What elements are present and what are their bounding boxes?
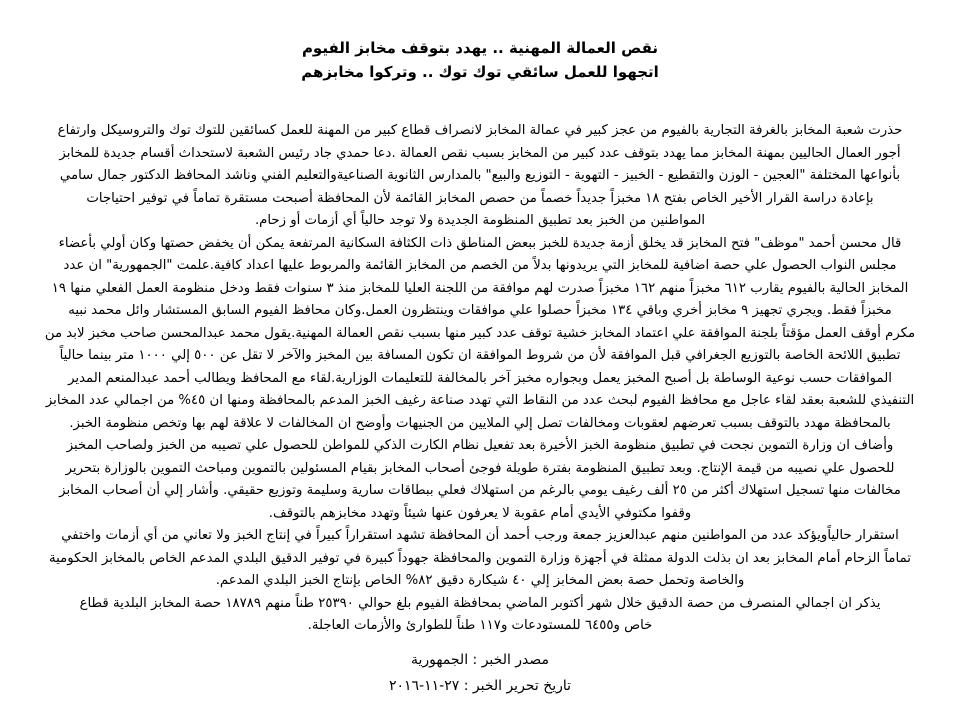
article-line: المواطنين من الخبز بعد تطبيق المنظومة الجديدة ولا توجد حالياً أي أزمات أو زحام. bbox=[254, 213, 706, 228]
paragraph bbox=[36, 435, 924, 525]
article-line: بأنواعها المختلفة "العجين - الوزن والتقطيع - الخبيز - التهوية - التوزيع والبيع" بالمدارس الثانوية الصناعيةوالتعليم الفني وناشد المحافظ الدكتور جمال سامي bbox=[59, 168, 901, 183]
article-line: حذرت شعبة المخابز بالغرفة التجارية بالفيوم من عجز كبير في عمالة المخابز لانصراف قطاع كبير من المهنة للعمل كسائقين للتوك توك والتروسيكل وارتفاع bbox=[57, 123, 903, 138]
publish-date: تاريخ تحرير الخبر : ٢٧-١١-٢٠١٦ bbox=[388, 678, 572, 694]
news-source: مصدر الخبر : الجمهورية bbox=[410, 652, 550, 668]
paragraph bbox=[36, 593, 924, 638]
article-line: أجور العمال الحاليين بمهنة المخابز مما يهدد بتوقف عدد كبير من المخابز بسبب نقص العمالة .دعا حمدي جاد رئيس الشعبة لاستحداث أقسام جديدة للمخابز bbox=[59, 145, 901, 161]
article-line: وقفوا مكتوفي الأيدي أمام عقوبة لا يعرفون عنها شيئاً وتهدد مخابزهم بالتوقف. bbox=[268, 505, 692, 521]
article-line: قال محسن أحمد "موظف" فتح المخابز قد يخلق أزمة جديدة للخبز ببعض المناطق ذات الكثافة السكانية المرتفعة يمكن أن يخفض حصتها وكان أولي بأعضاء bbox=[58, 235, 902, 251]
article-line: وأضاف ان وزارة التموين نجحت في تطبيق منظومة الخبز الأخيرة بعد تفعيل نظام الكارت الذكي للمواطن للحصول علي تصيبه من الخبز ولصاحب المخبز bbox=[66, 438, 894, 453]
subheadline: اتجهوا للعمل سائقي توك توك .. وتركوا مخابزهم bbox=[301, 63, 659, 81]
article-line: مجلس النواب الحصول علي حصة اضافية للمخابز التي يريدونها بدلاً من الخصم من المخابز القائمة والمربوط عليها اعداد كافية.علمت "الجمهورية" ان عدد bbox=[63, 258, 897, 273]
article-line: مخالفات منها تسجيل استهلاك أكثر من ٢٥ ألف رغيف يومي بالرغم من استهلاك فعلي ببطاقات سارية وسليمة وتوزيع حقيقي. وأشار إلي أن أصحاب المخابز bbox=[59, 483, 901, 498]
headline: نقص العمالة المهنية .. يهدد بتوقف مخابز الفيوم bbox=[301, 39, 659, 57]
article-line: تماماً الزحام أمام المخابز بعد ان بذلت الدولة ممثلة في أجهزة وزارة التموين والمحافظة جهوداً كبيرة في توفير الدقيق البلدي المدعم الخاص بالمخابز الحكومية bbox=[49, 550, 911, 566]
article-line: خاص و٦٤٥٥ للمستودعات و١١٧ طناً للطوارئ والأزمات العاجلة. bbox=[307, 618, 653, 633]
article-body bbox=[36, 120, 924, 638]
article-line: والخاصة وتحمل حصة بعض المخابز إلي ٤٠ شيكارة دقيق ٨٢% الخاص بإنتاج الخبز البلدي المدعم. bbox=[215, 573, 745, 588]
article-line: تطبيق اللائحة الخاصة بالتوزيع الجغرافي قبل الموافقة لأن من شروط الموافقة ان تكون المسافة بين المخبز والآخر لا تقل عن ٥٠٠ إلي ١٠٠٠ متر بينما حالياً bbox=[59, 348, 901, 363]
article-line: مكرم أوقف العمل مؤقتاً بلجنة الموافقة علي اعتماد المخابز خشية توقف عدد كبير منها بسبب نقص العمالة المهنية.يقول محمد عبدالمحسن صاحب مخبز لابد من bbox=[44, 325, 916, 341]
paragraph bbox=[36, 233, 924, 436]
article-line: استقرار حالياًويؤكد عدد من المواطنين منهم عبدالعزيز جمعة ورجب أحمد أن المحافظة تشهد استقراراً كبيراً في إنتاج الخبز ولا تعاني من أي أزمات واختفي bbox=[61, 528, 899, 543]
article-line: بإعادة دراسة القرار الأخير الخاص بفتح ١٨ مخبزاً جديداً خصماً من حصص المخابز القائمة لأن المحافظة أصبحت مستقرة تماماً في توفير احتياجات bbox=[86, 190, 874, 206]
article-line: بالمحافظة مهدد بالتوقف بسبب تعرضهم لعقوبات ومخالفات تصل إلي الملايين من الجنيهات وأوضح ان المخالفات لا علاقة لهم بها وتخص منظومة الخبز. bbox=[69, 415, 891, 431]
article-footer bbox=[200, 647, 760, 699]
article-line: المخابز الحالية بالفيوم يقارب ٦١٢ مخبزاً منهم ١٦٢ مخبزاً صدرت لهم موافقة من اللجنة العليا للمخابز منذ ٣ سنوات فقط ودخل منظومة العمل الفعلي منها ١٩ bbox=[51, 280, 909, 296]
article-line: يذكر ان اجمالي المنصرف من حصة الدقيق خلال شهر أكتوبر الماضي بمحافظة الفيوم بلغ حوالي ٢٥٣٩٠ طناً منهم ١٨٧٨٩ حصة المخابز البلدية قطاع bbox=[79, 595, 881, 611]
paragraph bbox=[36, 525, 924, 593]
article-line: الموافقات حسب نوعية الوساطة بل أصبح المخبز يعمل وبجواره مخبز آخر بالمخالفة للتعليمات الوزارية.لقاء مع المحافظ ويطالب أحمد عبدالمنعم المدير bbox=[68, 370, 892, 386]
article-line: مخبزاً فقط. ويجري تجهيز ٩ مخابز أخري وباقي ١٣٤ مخبزاً حصلوا علي موافقات وينتظرون العمل.وكان محافظ الفيوم السابق المستشار وائل محمد نبيه bbox=[68, 303, 892, 318]
article-line: للحصول علي نصيبه من قيمة الإنتاج. وبعد تطبيق المنظومة بفترة طويلة فوجئ أصحاب المخابز بقيام المسئولين بالتموين ومباحث التموين بالوزارة بتحرير bbox=[65, 460, 895, 476]
article-line: التنفيذي للشعبة بعقد لقاء عاجل مع محافظ الفيوم لبحث عدد من النقاط التي تهدد صناعة رغيف الخبز المدعم بالمحافظة ومنها ان ٤٥% من اجمالي عدد المخابز bbox=[45, 393, 915, 408]
paragraph bbox=[36, 120, 924, 233]
headline-block bbox=[100, 36, 860, 84]
